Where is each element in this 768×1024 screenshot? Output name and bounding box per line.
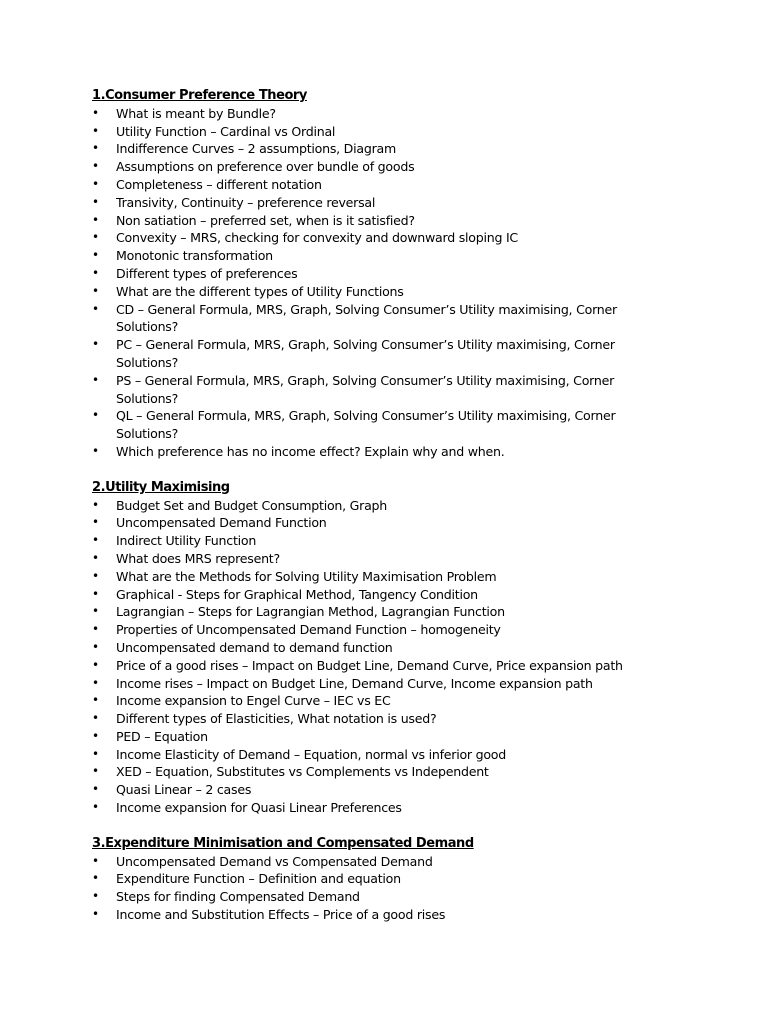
list-item: [92, 123, 652, 141]
list-item: [92, 229, 652, 247]
bullet-icon: •: [92, 871, 99, 886]
list-item-text: What is meant by Bundle?: [116, 105, 276, 121]
bullet-icon: •: [92, 764, 99, 779]
list-item-text: Income expansion for Quasi Linear Preferences: [116, 800, 402, 816]
list-item-text: XED – Equation, Substitutes vs Complements vs Independent: [116, 764, 489, 780]
bullet-icon: •: [92, 283, 99, 298]
list-item: [92, 675, 652, 693]
bullet-icon: •: [92, 746, 99, 761]
list-item-text: Indirect Utility Function: [116, 533, 257, 549]
bullet-list: [92, 497, 652, 817]
bullet-icon: •: [92, 372, 99, 387]
list-item: [92, 799, 652, 817]
list-item: [92, 497, 652, 515]
list-item: [92, 888, 652, 906]
list-item: [92, 514, 652, 532]
bullet-icon: •: [92, 515, 99, 530]
list-item-text: What does MRS represent?: [116, 550, 280, 566]
list-item: [92, 603, 652, 621]
list-item-text: Non satiation – preferred set, when is it satisfied?: [116, 212, 415, 228]
list-item: [92, 586, 652, 604]
list-item: [92, 283, 652, 301]
list-item: [92, 372, 652, 408]
list-item-text: Steps for finding Compensated Demand: [116, 889, 360, 905]
bullet-icon: •: [92, 907, 99, 922]
bullet-icon: •: [92, 159, 99, 174]
bullet-icon: •: [92, 337, 99, 352]
bullet-icon: •: [92, 711, 99, 726]
list-item: [92, 301, 652, 337]
list-item-text: Indifference Curves – 2 assumptions, Diagram: [116, 141, 396, 157]
list-item-text: Different types of Elasticities, What notation is used?: [116, 711, 437, 727]
list-item-text: Properties of Uncompensated Demand Function – homogeneity: [116, 622, 501, 638]
bullet-icon: •: [92, 533, 99, 548]
bullet-icon: •: [92, 889, 99, 904]
list-item: [92, 870, 652, 888]
list-item: [92, 621, 652, 639]
list-item: [92, 728, 652, 746]
list-item: [92, 657, 652, 675]
list-item: [92, 336, 652, 372]
list-item: [92, 710, 652, 728]
bullet-icon: •: [92, 550, 99, 565]
bullet-icon: •: [92, 728, 99, 743]
list-item-text: Which preference has no income effect? Explain why and when.: [116, 443, 505, 459]
list-item-text: Uncompensated demand to demand function: [116, 639, 393, 655]
list-item: [92, 781, 652, 799]
bullet-icon: •: [92, 230, 99, 245]
list-item-text: Assumptions on preference over bundle of goods: [116, 159, 415, 175]
bullet-icon: •: [92, 853, 99, 868]
list-item-text: Quasi Linear – 2 cases: [116, 782, 252, 798]
list-item-text: What are the different types of Utility Functions: [116, 283, 404, 299]
bullet-icon: •: [92, 800, 99, 815]
section-2: [92, 479, 652, 817]
list-item-text: Income Elasticity of Demand – Equation, normal vs inferior good: [116, 746, 506, 762]
bullet-icon: •: [92, 604, 99, 619]
bullet-icon: •: [92, 693, 99, 708]
list-item: [92, 746, 652, 764]
list-item-text: Income rises – Impact on Budget Line, Demand Curve, Income expansion path: [116, 675, 593, 691]
document-content: [92, 87, 652, 942]
bullet-icon: •: [92, 265, 99, 280]
list-item-text: Expenditure Function – Definition and equation: [116, 871, 401, 887]
bullet-icon: •: [92, 657, 99, 672]
list-item: [92, 853, 652, 871]
list-item-text: CD – General Formula, MRS, Graph, Solving Consumer’s Utility maximising, Corner Solutions?: [116, 301, 617, 335]
list-item-text: Income expansion to Engel Curve – IEC vs EC: [116, 693, 391, 709]
list-item-text: PED – Equation: [116, 728, 208, 744]
bullet-icon: •: [92, 497, 99, 512]
bullet-icon: •: [92, 639, 99, 654]
section-1: [92, 87, 652, 461]
list-item: [92, 212, 652, 230]
list-item: [92, 265, 652, 283]
list-item-text: Graphical - Steps for Graphical Method, Tangency Condition: [116, 586, 478, 602]
bullet-icon: •: [92, 443, 99, 458]
list-item: [92, 532, 652, 550]
bullet-icon: •: [92, 675, 99, 690]
list-item-text: Convexity – MRS, checking for convexity and downward sloping IC: [116, 230, 518, 246]
list-item-text: QL – General Formula, MRS, Graph, Solving Consumer’s Utility maximising, Corner Solutions?: [116, 408, 616, 442]
bullet-icon: •: [92, 141, 99, 156]
list-item: [92, 550, 652, 568]
list-item-text: PS – General Formula, MRS, Graph, Solving Consumer’s Utility maximising, Corner Solutions?: [116, 372, 615, 406]
list-item: [92, 639, 652, 657]
section-heading: 2.Utility Maximising: [92, 479, 230, 495]
bullet-icon: •: [92, 194, 99, 209]
list-item: [92, 568, 652, 586]
list-item: [92, 906, 652, 924]
list-item-text: Income and Substitution Effects – Price of a good rises: [116, 907, 446, 923]
bullet-icon: •: [92, 782, 99, 797]
bullet-list: [92, 105, 652, 461]
bullet-icon: •: [92, 176, 99, 191]
section-heading: 1.Consumer Preference Theory: [92, 88, 307, 103]
list-item-text: Uncompensated Demand vs Compensated Demand: [116, 853, 433, 869]
list-item-text: What are the Methods for Solving Utility Maximisation Problem: [116, 568, 497, 584]
bullet-icon: •: [92, 586, 99, 601]
list-item: [92, 176, 652, 194]
bullet-list: [92, 853, 652, 924]
list-item-text: Completeness – different notation: [116, 176, 322, 192]
list-item: [92, 443, 652, 461]
bullet-icon: •: [92, 568, 99, 583]
list-item: [92, 692, 652, 710]
list-item-text: Monotonic transformation: [116, 248, 273, 264]
list-item-text: Different types of preferences: [116, 265, 298, 281]
list-item-text: Price of a good rises – Impact on Budget Line, Demand Curve, Price expansion path: [116, 657, 623, 673]
list-item-text: Lagrangian – Steps for Lagrangian Method, Lagrangian Function: [116, 604, 505, 620]
bullet-icon: •: [92, 622, 99, 637]
list-item: [92, 158, 652, 176]
list-item: [92, 763, 652, 781]
bullet-icon: •: [92, 301, 99, 316]
list-item: [92, 407, 652, 443]
list-item: [92, 194, 652, 212]
bullet-icon: •: [92, 408, 99, 423]
section-3: [92, 835, 652, 924]
section-heading: 3.Expenditure Minimisation and Compensated Demand: [92, 835, 474, 851]
list-item-text: Transivity, Continuity – preference reversal: [116, 194, 376, 210]
bullet-icon: •: [92, 105, 99, 120]
bullet-icon: •: [92, 123, 99, 138]
list-item-text: Utility Function – Cardinal vs Ordinal: [116, 123, 336, 139]
list-item: [92, 140, 652, 158]
list-item: [92, 105, 652, 123]
list-item-text: Uncompensated Demand Function: [116, 515, 327, 531]
list-item-text: Budget Set and Budget Consumption, Graph: [116, 497, 388, 513]
bullet-icon: •: [92, 212, 99, 227]
bullet-icon: •: [92, 248, 99, 263]
list-item: [92, 247, 652, 265]
list-item-text: PC – General Formula, MRS, Graph, Solving Consumer’s Utility maximising, Corner Solutions?: [116, 337, 615, 370]
